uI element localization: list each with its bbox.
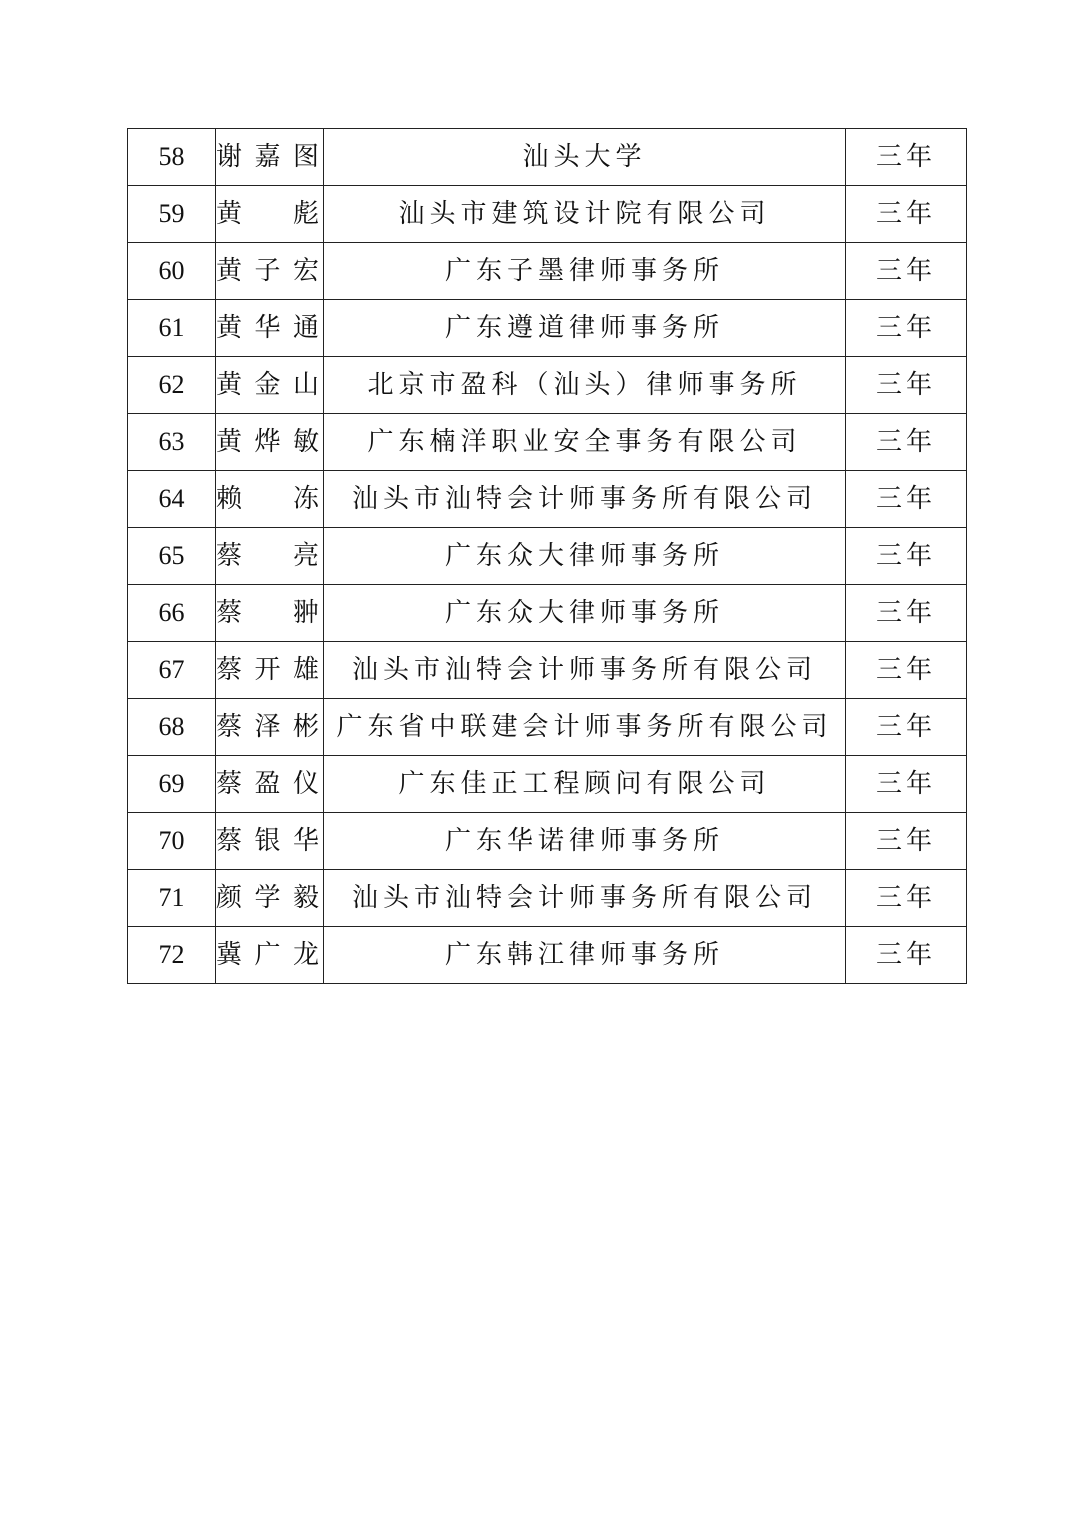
term-length: 三年 xyxy=(846,471,967,528)
table-row xyxy=(128,243,967,300)
person-name: 黄华通 xyxy=(216,300,324,357)
person-name: 黄子宏 xyxy=(216,243,324,300)
table-row xyxy=(128,927,967,984)
term-length: 三年 xyxy=(846,927,967,984)
table-row xyxy=(128,186,967,243)
organization: 汕头市建筑设计院有限公司 xyxy=(324,186,846,243)
term-length: 三年 xyxy=(846,243,967,300)
row-number: 69 xyxy=(128,756,216,813)
row-number: 72 xyxy=(128,927,216,984)
organization: 广东韩江律师事务所 xyxy=(324,927,846,984)
term-length: 三年 xyxy=(846,642,967,699)
person-name: 冀广龙 xyxy=(216,927,324,984)
row-number: 63 xyxy=(128,414,216,471)
roster-table-body xyxy=(128,129,967,984)
organization: 广东省中联建会计师事务所有限公司 xyxy=(324,699,846,756)
row-number: 71 xyxy=(128,870,216,927)
table-row xyxy=(128,129,967,186)
row-number: 59 xyxy=(128,186,216,243)
organization: 广东遵道律师事务所 xyxy=(324,300,846,357)
table-row xyxy=(128,528,967,585)
term-length: 三年 xyxy=(846,813,967,870)
organization: 汕头大学 xyxy=(324,129,846,186)
organization: 汕头市汕特会计师事务所有限公司 xyxy=(324,642,846,699)
term-length: 三年 xyxy=(846,300,967,357)
term-length: 三年 xyxy=(846,129,967,186)
person-name: 蔡 亮 xyxy=(216,528,324,585)
organization: 广东楠洋职业安全事务有限公司 xyxy=(324,414,846,471)
term-length: 三年 xyxy=(846,357,967,414)
organization: 广东众大律师事务所 xyxy=(324,585,846,642)
term-length: 三年 xyxy=(846,186,967,243)
organization: 广东众大律师事务所 xyxy=(324,528,846,585)
row-number: 60 xyxy=(128,243,216,300)
table-row xyxy=(128,585,967,642)
person-name: 蔡开雄 xyxy=(216,642,324,699)
table-row xyxy=(128,414,967,471)
term-length: 三年 xyxy=(846,870,967,927)
person-name: 蔡盈仪 xyxy=(216,756,324,813)
row-number: 61 xyxy=(128,300,216,357)
row-number: 64 xyxy=(128,471,216,528)
table-row xyxy=(128,642,967,699)
row-number: 70 xyxy=(128,813,216,870)
person-name: 谢嘉图 xyxy=(216,129,324,186)
organization: 广东子墨律师事务所 xyxy=(324,243,846,300)
person-name: 蔡银华 xyxy=(216,813,324,870)
table-row xyxy=(128,471,967,528)
person-name: 颜学毅 xyxy=(216,870,324,927)
term-length: 三年 xyxy=(846,528,967,585)
table-row xyxy=(128,699,967,756)
organization: 汕头市汕特会计师事务所有限公司 xyxy=(324,471,846,528)
organization: 北京市盈科（汕头）律师事务所 xyxy=(324,357,846,414)
person-name: 黄 彪 xyxy=(216,186,324,243)
row-number: 66 xyxy=(128,585,216,642)
organization: 汕头市汕特会计师事务所有限公司 xyxy=(324,870,846,927)
row-number: 68 xyxy=(128,699,216,756)
person-name: 黄烨敏 xyxy=(216,414,324,471)
table-row xyxy=(128,756,967,813)
table-row xyxy=(128,870,967,927)
table-row xyxy=(128,357,967,414)
person-name: 蔡 翀 xyxy=(216,585,324,642)
roster-table xyxy=(127,128,967,984)
organization: 广东华诺律师事务所 xyxy=(324,813,846,870)
table-row xyxy=(128,813,967,870)
row-number: 62 xyxy=(128,357,216,414)
term-length: 三年 xyxy=(846,699,967,756)
term-length: 三年 xyxy=(846,414,967,471)
person-name: 赖 冻 xyxy=(216,471,324,528)
table-row xyxy=(128,300,967,357)
term-length: 三年 xyxy=(846,756,967,813)
row-number: 58 xyxy=(128,129,216,186)
person-name: 蔡泽彬 xyxy=(216,699,324,756)
organization: 广东佳正工程顾问有限公司 xyxy=(324,756,846,813)
person-name: 黄金山 xyxy=(216,357,324,414)
term-length: 三年 xyxy=(846,585,967,642)
row-number: 67 xyxy=(128,642,216,699)
row-number: 65 xyxy=(128,528,216,585)
